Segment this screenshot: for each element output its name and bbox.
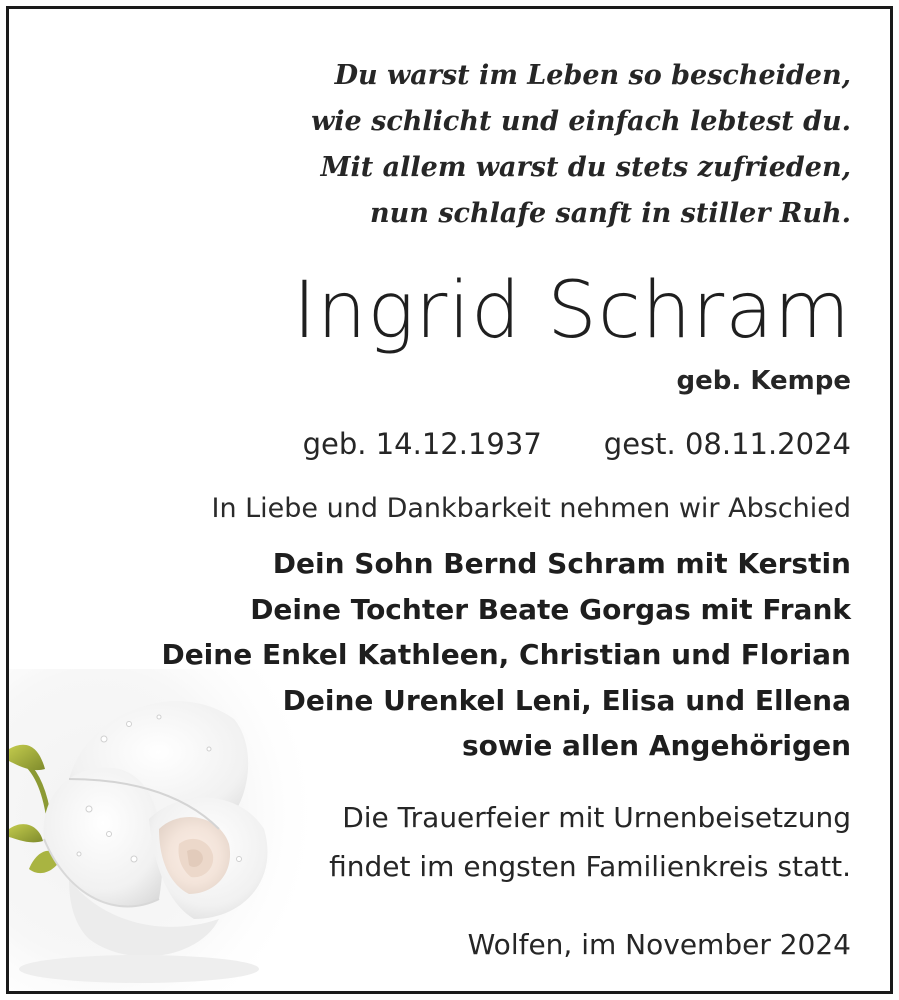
mourner-line: sowie allen Angehörigen [461, 729, 851, 762]
mourner-line: Deine Tochter Beate Gorgas mit Frank [250, 592, 851, 626]
funeral-line: findet im engsten Familienkreis statt. [329, 850, 851, 883]
deceased-name: Ingrid Schram [293, 266, 851, 356]
maiden-name: geb. Kempe [676, 366, 851, 396]
poem-line: Du warst im Leben so bescheiden, [334, 60, 851, 91]
memorial-poem [311, 53, 851, 237]
place-and-date: Wolfen, im November 2024 [467, 928, 851, 961]
mourner-line: Dein Sohn Bernd Schram mit Kerstin [272, 547, 851, 580]
funeral-line: Die Trauerfeier mit Urnenbeisetzung [342, 801, 851, 834]
life-dates [303, 421, 851, 467]
birth-date: geb. 14.12.1937 [302, 427, 542, 461]
mourner-line: Deine Enkel Kathleen, Christian und Florian [161, 638, 851, 671]
poem-line: nun schlafe sanft in stiller Ruh. [370, 198, 851, 229]
obituary-notice [6, 6, 893, 994]
mourner-line: Deine Urenkel Leni, Elisa und Ellena [282, 683, 851, 717]
death-date: gest. 08.11.2024 [603, 427, 851, 461]
funeral-info [329, 793, 851, 891]
poem-line: wie schlicht und einfach lebtest du. [311, 106, 851, 137]
farewell-line: In Liebe und Dankbarkeit nehmen wir Abschied [211, 493, 851, 524]
poem-line: Mit allem warst du stets zufrieden, [320, 152, 851, 183]
mourners-list [161, 541, 851, 769]
